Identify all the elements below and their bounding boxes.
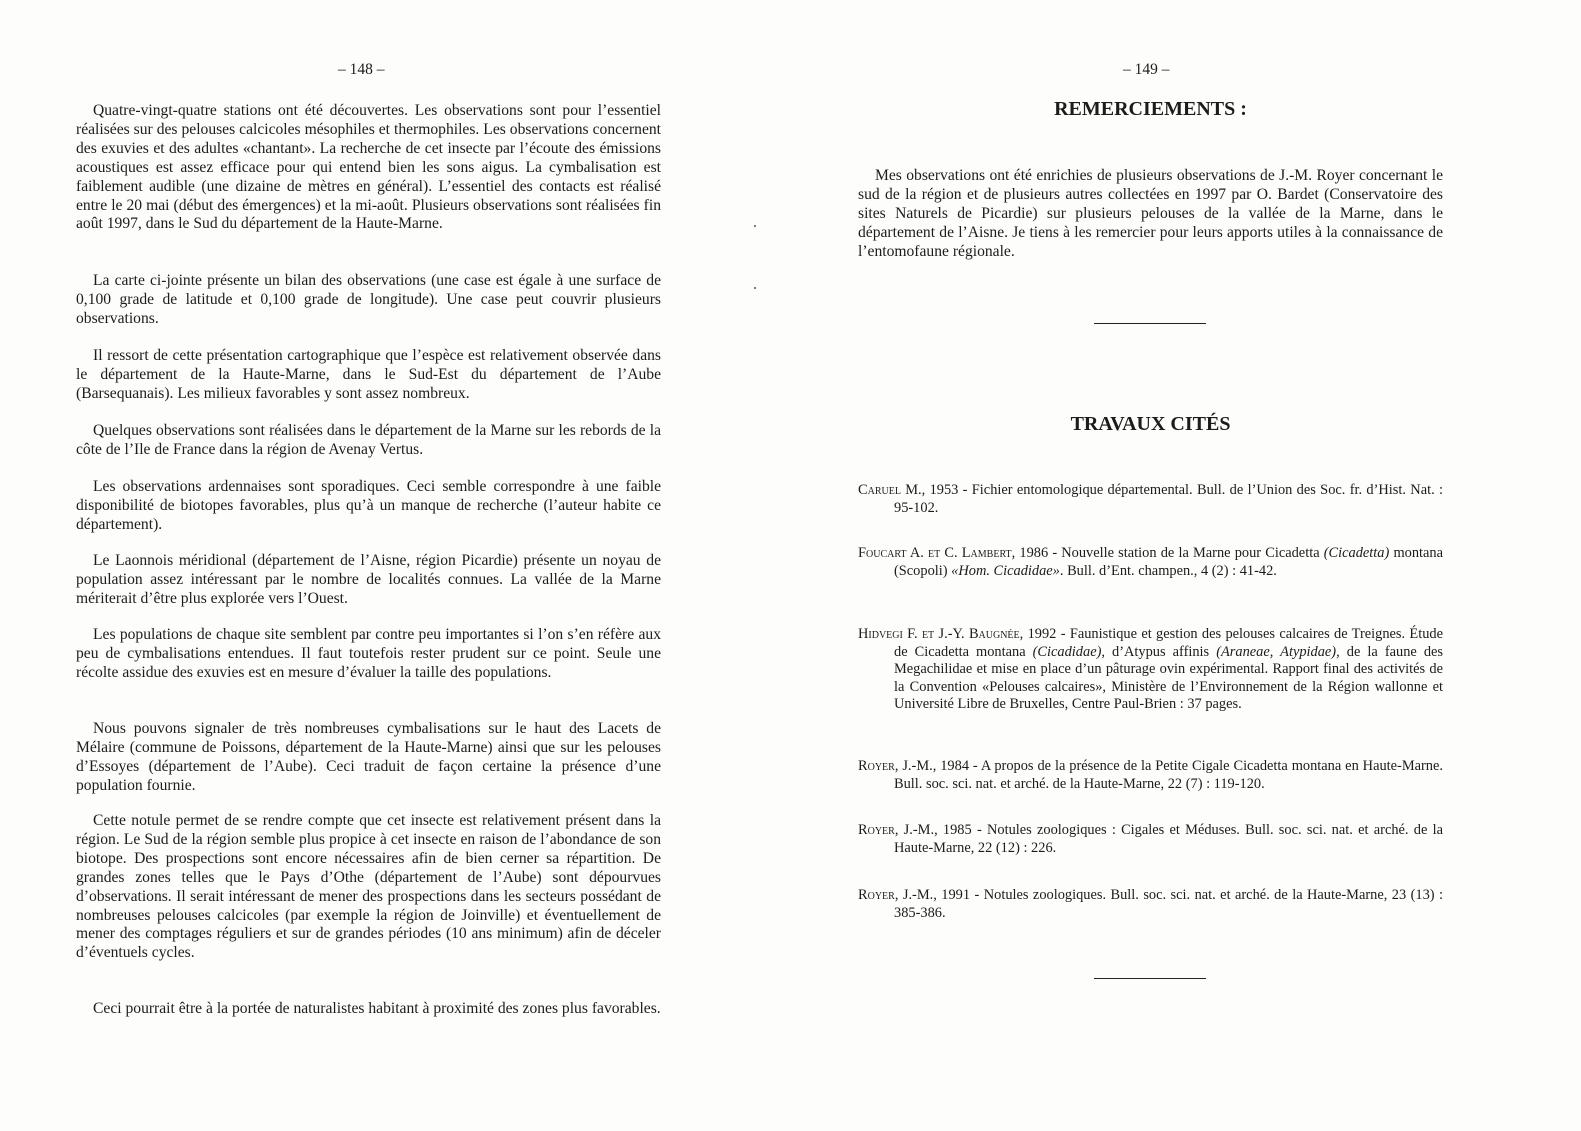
paragraph: Le Laonnois méridional (département de l’Aisne, région Picardie) présente un noyau de population assez intéressant par le nombre de localités connues. La vallée de la Marne mériterait d’être plus explorée vers l’Ouest. (76, 552, 661, 607)
reference-italic: (Cicadidae), (1032, 643, 1105, 660)
scan-speck (754, 225, 756, 227)
reference-text: . Bull. d’Ent. champen., 4 (2) : 41-42. (1059, 562, 1277, 579)
reference-text: d’Atypus affinis (1104, 643, 1217, 660)
paragraph: Nous pouvons signaler de très nombreuses cymbalisations sur le haut des Lacets de Mélaire (commune de Poissons, département de la Haute-Marne) ainsi que sur les pelouses d’Essoyes (département de l’Aube). Ceci traduit de façon certaine la présence d’une population fournie. (76, 720, 661, 794)
paragraph: Les observations ardennaises sont sporadiques. Ceci semble correspondre à une faible disponibilité de biotopes favorables, plus qu’à un manque de recherche (l’auteur habite ce département). (76, 478, 661, 533)
reference-author: Royer, J.-M. (858, 758, 933, 774)
paragraph: Ceci pourrait être à la portée de naturalistes habitant à proximité des zones plus favorables. (93, 1000, 661, 1017)
reference-author: Caruel M. (858, 482, 922, 498)
scan-speck (754, 287, 756, 289)
acknowledgements-heading: REMERCIEMENTS : (1054, 98, 1247, 120)
reference-text: , 1986 - Nouvelle station de la Marne pour Cicadetta (1011, 545, 1324, 561)
reference-item (858, 626, 1443, 714)
reference-italic: (Cicadetta) (1323, 545, 1390, 561)
reference-text: , 1985 - Notules zoologiques : Cigales et Méduses. Bull. soc. sci. nat. et arché. de la Haute-Marne, 22 (12) : 226. (894, 822, 1443, 856)
paragraph: Les populations de chaque site semblent par contre peu importantes si l’on s’en réfère aux peu de cymbalisations entendues. Il faut toutefois rester prudent sur ce point. Seule une récolte assidue des exuvies est en mesure d’évaluer la taille des populations. (76, 626, 661, 681)
paragraph: Il ressort de cette présentation cartographique que l’espèce est relativement observée dans le département de la Haute-Marne, dans le Sud-Est du département de l’Aube (Barsequanais). Les milieux favorables y sont assez nombreux. (76, 347, 661, 402)
reference-item (858, 822, 1443, 857)
page-number: – 148 – (338, 61, 385, 78)
paragraph: Quatre-vingt-quatre stations ont été découvertes. Les observations sont pour l’essentiel réalisées sur des pelouses calcicoles mésophiles et thermophiles. Les observations concernent des exuvies et des adultes «chantant». La recherche de cet insecte par l’écoute des émissions acoustiques est assez efficace pour qui entend bien les sons aigus. La cymbalisation est faiblement audible (une dizaine de mètres en général). L’essentiel des contacts est réalisé entre le 20 mai (début des émergences) et la mi-août. Plusieurs observations sont réalisées fin août 1997, dans le Sud du département de la Haute-Marne. (76, 102, 661, 233)
paragraph: Cette notule permet de se rendre compte que cet insecte est relativement présent dans la région. Le Sud de la région semble plus propice à cet insecte en raison de l’abondance de son biotope. Des prospections sont encore nécessaires afin de bien cerner sa répartition. De grandes zones telles que le Pays d’Othe (département de l’Aube) sont dépourvues d’observations. Il serait intéressant de mener des prospections dans les secteurs possédant de nombreuses pelouses calcicoles (par exemple la région de Joinville) et éventuellement de mener des comptages réguliers et sur de grandes périodes (10 ans minimum) afin de déceler d’éventuels cycles. (76, 812, 661, 962)
reference-text: , 1953 - Fichier entomologique départemental. Bull. de l’Union des Soc. fr. d’Hist. Nat. : 95-102. (894, 482, 1444, 516)
reference-text: , 1991 - Notules zoologiques. Bull. soc. sci. nat. et arché. de la Haute-Marne, 23 (13) : 385-386. (894, 887, 1444, 921)
reference-item (858, 758, 1443, 793)
references-heading: TRAVAUX CITÉS (1070, 413, 1231, 435)
reference-author: Foucart A. et C. Lambert (858, 545, 1012, 561)
reference-italic: (Araneae, Atypidae), (1216, 643, 1340, 660)
reference-text: montana (Scopoli) (894, 545, 1444, 579)
acknowledgements-text: Mes observations ont été enrichies de plusieurs observations de J.-M. Royer concernant le sud de la région et de plusieurs autres collectées en 1997 par O. Bardet (Conservatoire des sites Naturels de Picardie) sur plusieurs pelouses de la vallée de la Marne, dans le département de l’Aisne. Je tiens à les remercier pour leurs apports utiles à la connaissance de l’entomofaune régionale. (858, 167, 1443, 260)
reference-italic: «Hom. Cicadidae» (951, 562, 1060, 579)
reference-author: Hidvegi F. et J.-Y. Baugnée (858, 626, 1020, 642)
paragraph: Quelques observations sont réalisées dans le département de la Marne sur les rebords de la côte de l’Ile de France dans la région de Avenay Vertus. (76, 422, 661, 458)
reference-author: Royer, J.-M. (858, 822, 935, 838)
reference-text: , 1992 - Faunistique et gestion des pelouses calcaires de Treignes. Étude de Cicadetta montana (894, 626, 1443, 660)
section-divider (1094, 323, 1206, 324)
reference-item (858, 482, 1443, 517)
reference-item (858, 887, 1443, 922)
reference-author: Royer, J.-M. (858, 887, 934, 903)
reference-text: de la faune des Megachilidae et mise en place d’un pâturage ovin expérimental. Rapport final des activités de la Convention «Pelouses calcaires», Ministère de l’Environnement de la Région wallonne et Université Libre de Bruxelles, Centre Paul-Brien : 37 pages. (894, 643, 1444, 713)
reference-text: , 1984 - A propos de la présence de la Petite Cigale Cicadetta montana en Haute-Marne. Bull. soc. sci. nat. et arché. de la Haute-Marne, 22 (7) : 119-120. (894, 758, 1443, 792)
reference-item (858, 545, 1443, 580)
section-divider (1094, 978, 1206, 979)
page-number: – 149 – (1123, 61, 1170, 78)
paragraph: La carte ci-jointe présente un bilan des observations (une case est égale à une surface de 0,100 grade de latitude et 0,100 grade de longitude). Une case peut couvrir plusieurs observations. (76, 272, 661, 327)
